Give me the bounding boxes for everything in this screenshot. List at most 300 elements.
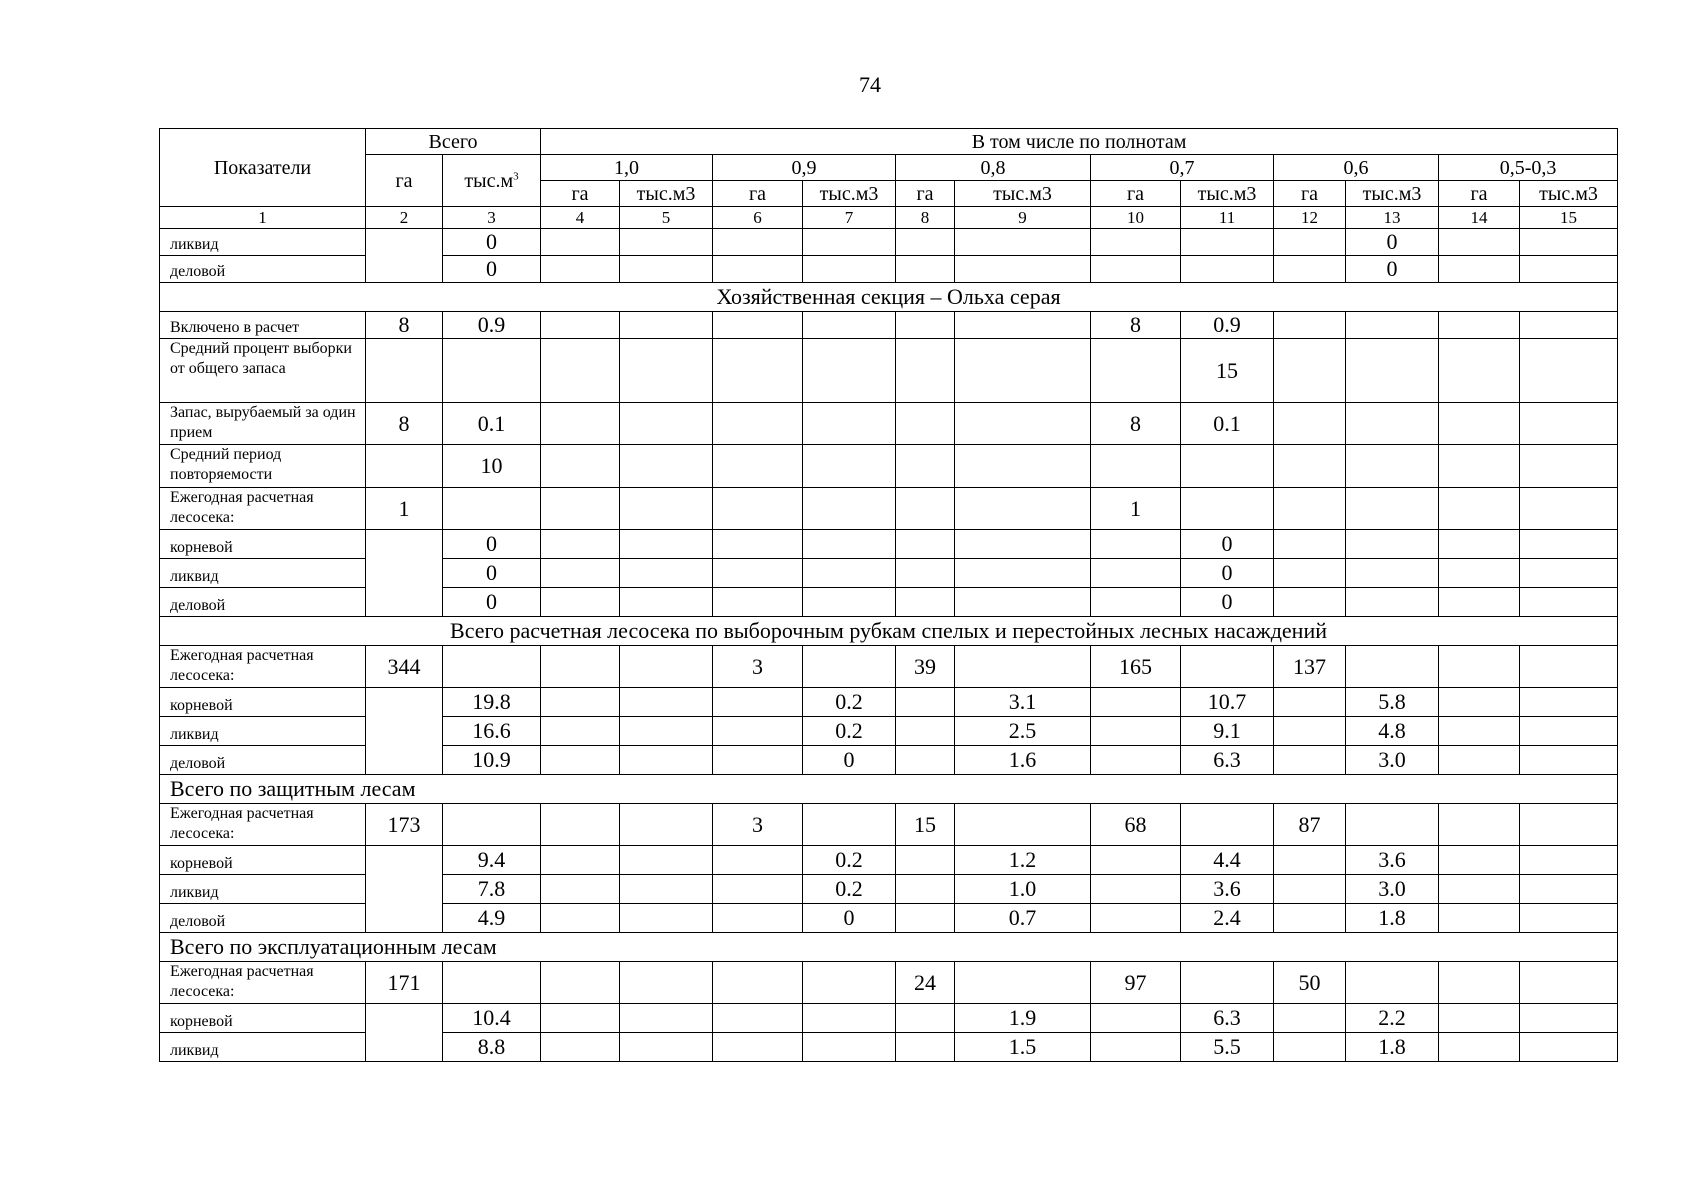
allowable-cut-table [159, 128, 1618, 1062]
cell-col-12 [1274, 256, 1346, 283]
cell-col-2: 171 [366, 962, 443, 1004]
cell-col-6 [713, 229, 803, 256]
cell-col-8 [896, 403, 955, 445]
volume-unit: тыс.м [464, 169, 514, 192]
cell-col-3: 10 [443, 445, 541, 488]
table-row [160, 488, 1618, 530]
cell-col-11: 10.7 [1181, 688, 1274, 717]
cell-col-5 [620, 846, 713, 875]
cell-col-10: 165 [1091, 646, 1181, 688]
cell-col-9 [955, 804, 1091, 846]
col-number: 14 [1439, 207, 1520, 229]
cell-col-6 [713, 488, 803, 530]
cell-col-6 [713, 256, 803, 283]
cell-col-8: 15 [896, 804, 955, 846]
row-label: деловой [160, 746, 366, 775]
cell-col-2 [366, 229, 443, 283]
cell-col-13 [1346, 488, 1439, 530]
header-ha: га [896, 181, 955, 207]
cell-col-7: 0.2 [803, 688, 896, 717]
cell-col-14 [1439, 804, 1520, 846]
cell-col-7: 0 [803, 746, 896, 775]
cell-col-6 [713, 403, 803, 445]
cell-col-13 [1346, 559, 1439, 588]
cell-col-3 [443, 962, 541, 1004]
volume-unit-sup: 3 [513, 169, 519, 182]
cell-col-12: 50 [1274, 962, 1346, 1004]
col-number: 5 [620, 207, 713, 229]
cell-col-4 [541, 256, 620, 283]
cell-col-6 [713, 530, 803, 559]
cell-col-6 [713, 846, 803, 875]
cell-col-10 [1091, 229, 1181, 256]
cell-col-3: 0 [443, 256, 541, 283]
cell-col-5 [620, 229, 713, 256]
table-row [160, 530, 1618, 559]
header-density-0-6: 0,6 [1274, 155, 1439, 181]
cell-col-11: 0 [1181, 588, 1274, 617]
cell-col-12 [1274, 746, 1346, 775]
table-row [160, 688, 1618, 717]
cell-col-6 [713, 688, 803, 717]
cell-col-15 [1520, 846, 1618, 875]
cell-col-4 [541, 488, 620, 530]
col-number: 15 [1520, 207, 1618, 229]
header-ha: га [713, 181, 803, 207]
cell-col-5 [620, 588, 713, 617]
cell-col-10: 1 [1091, 488, 1181, 530]
cell-col-15 [1520, 1033, 1618, 1062]
cell-col-3: 10.4 [443, 1004, 541, 1033]
section-row [160, 617, 1618, 646]
cell-col-7: 0.2 [803, 717, 896, 746]
cell-col-9 [955, 229, 1091, 256]
col-number: 2 [366, 207, 443, 229]
header-volume: тыс.м3 [955, 181, 1091, 207]
cell-col-10 [1091, 1033, 1181, 1062]
row-label: Средний период повторяемости [160, 445, 366, 488]
header-density-0-8: 0,8 [896, 155, 1091, 181]
cell-col-13: 1.8 [1346, 904, 1439, 933]
row-label: Включено в расчет [160, 312, 366, 339]
cell-col-4 [541, 339, 620, 403]
cell-col-8 [896, 846, 955, 875]
cell-col-5 [620, 530, 713, 559]
cell-col-4 [541, 312, 620, 339]
row-label: корневой [160, 1004, 366, 1033]
cell-col-9 [955, 256, 1091, 283]
cell-col-11 [1181, 445, 1274, 488]
table-row [160, 312, 1618, 339]
cell-col-6 [713, 588, 803, 617]
cell-col-3: 8.8 [443, 1033, 541, 1062]
cell-col-9: 1.6 [955, 746, 1091, 775]
cell-col-4 [541, 746, 620, 775]
cell-col-11 [1181, 229, 1274, 256]
cell-col-9 [955, 488, 1091, 530]
section-row [160, 283, 1618, 312]
cell-col-2: 173 [366, 804, 443, 846]
cell-col-11: 2.4 [1181, 904, 1274, 933]
cell-col-11 [1181, 646, 1274, 688]
cell-col-10 [1091, 559, 1181, 588]
cell-col-14 [1439, 588, 1520, 617]
cell-col-8 [896, 530, 955, 559]
table-row [160, 403, 1618, 445]
cell-col-7 [803, 256, 896, 283]
cell-col-4 [541, 403, 620, 445]
cell-col-8 [896, 746, 955, 775]
cell-col-8 [896, 229, 955, 256]
cell-col-13 [1346, 962, 1439, 1004]
cell-col-12: 87 [1274, 804, 1346, 846]
row-label: Ежегодная расчетная лесосека: [160, 646, 366, 688]
cell-col-5 [620, 403, 713, 445]
cell-col-5 [620, 256, 713, 283]
cell-col-8 [896, 488, 955, 530]
cell-col-8 [896, 688, 955, 717]
row-label: деловой [160, 256, 366, 283]
cell-col-14 [1439, 875, 1520, 904]
cell-col-9 [955, 445, 1091, 488]
cell-col-5 [620, 717, 713, 746]
cell-col-12 [1274, 846, 1346, 875]
cell-col-3: 0 [443, 559, 541, 588]
page-number: 74 [859, 72, 881, 97]
cell-col-13: 4.8 [1346, 717, 1439, 746]
cell-col-13: 3.0 [1346, 875, 1439, 904]
cell-col-7 [803, 312, 896, 339]
section-row [160, 933, 1618, 962]
cell-col-3: 4.9 [443, 904, 541, 933]
header-ha: га [1274, 181, 1346, 207]
cell-col-14 [1439, 646, 1520, 688]
cell-col-4 [541, 717, 620, 746]
cell-col-11: 0.1 [1181, 403, 1274, 445]
row-label: корневой [160, 530, 366, 559]
cell-col-15 [1520, 962, 1618, 1004]
cell-col-15 [1520, 445, 1618, 488]
cell-col-10 [1091, 688, 1181, 717]
header-total-volume [443, 155, 541, 207]
cell-col-7 [803, 488, 896, 530]
cell-col-3: 0.1 [443, 403, 541, 445]
cell-col-6 [713, 962, 803, 1004]
table-row [160, 646, 1618, 688]
cell-col-12 [1274, 488, 1346, 530]
cell-col-4 [541, 559, 620, 588]
cell-col-11: 0.9 [1181, 312, 1274, 339]
cell-col-9 [955, 530, 1091, 559]
cell-col-7 [803, 403, 896, 445]
cell-col-8: 39 [896, 646, 955, 688]
cell-col-10 [1091, 1004, 1181, 1033]
cell-col-10: 8 [1091, 403, 1181, 445]
cell-col-7 [803, 229, 896, 256]
cell-col-8 [896, 717, 955, 746]
cell-col-3: 0 [443, 530, 541, 559]
row-label: ликвид [160, 875, 366, 904]
cell-col-9: 3.1 [955, 688, 1091, 717]
cell-col-14 [1439, 746, 1520, 775]
cell-col-14 [1439, 312, 1520, 339]
cell-col-11: 6.3 [1181, 1004, 1274, 1033]
cell-col-10 [1091, 588, 1181, 617]
cell-col-8 [896, 1033, 955, 1062]
row-label: Ежегодная расчетная лесосека: [160, 488, 366, 530]
header-density-0-7: 0,7 [1091, 155, 1274, 181]
cell-col-13 [1346, 312, 1439, 339]
cell-col-9 [955, 962, 1091, 1004]
header-density-0-9: 0,9 [713, 155, 896, 181]
header-volume: тыс.м3 [620, 181, 713, 207]
cell-col-8 [896, 256, 955, 283]
row-label: Средний процент выборки от общего запаса [160, 339, 366, 403]
cell-col-2 [366, 688, 443, 775]
cell-col-12 [1274, 445, 1346, 488]
cell-col-14 [1439, 962, 1520, 1004]
cell-col-5 [620, 804, 713, 846]
cell-col-12 [1274, 229, 1346, 256]
cell-col-15 [1520, 588, 1618, 617]
cell-col-13 [1346, 646, 1439, 688]
cell-col-4 [541, 646, 620, 688]
cell-col-7 [803, 1004, 896, 1033]
cell-col-12 [1274, 559, 1346, 588]
cell-col-5 [620, 746, 713, 775]
cell-col-8 [896, 339, 955, 403]
cell-col-10: 97 [1091, 962, 1181, 1004]
cell-col-8 [896, 904, 955, 933]
cell-col-15 [1520, 312, 1618, 339]
section-title: Хозяйственная секция – Ольха серая [160, 283, 1618, 312]
row-label: Запас, вырубаемый за один прием [160, 403, 366, 445]
section-title: Всего по защитным лесам [160, 775, 1618, 804]
cell-col-3 [443, 646, 541, 688]
cell-col-15 [1520, 256, 1618, 283]
cell-col-9: 0.7 [955, 904, 1091, 933]
cell-col-14 [1439, 1033, 1520, 1062]
cell-col-11: 15 [1181, 339, 1274, 403]
col-number: 7 [803, 207, 896, 229]
header-ha: га [541, 181, 620, 207]
cell-col-8 [896, 875, 955, 904]
cell-col-7 [803, 1033, 896, 1062]
cell-col-15 [1520, 717, 1618, 746]
header-density-1-0: 1,0 [541, 155, 713, 181]
cell-col-2 [366, 530, 443, 617]
cell-col-6: 3 [713, 804, 803, 846]
cell-col-10 [1091, 256, 1181, 283]
cell-col-2 [366, 846, 443, 933]
header-incl-by-density: В том числе по полнотам [541, 129, 1618, 155]
cell-col-5 [620, 688, 713, 717]
cell-col-9: 1.9 [955, 1004, 1091, 1033]
section-title: Всего расчетная лесосека по выборочным рубкам спелых и перестойных лесных насаждений [160, 617, 1618, 646]
cell-col-14 [1439, 229, 1520, 256]
cell-col-15 [1520, 229, 1618, 256]
cell-col-12 [1274, 875, 1346, 904]
cell-col-14 [1439, 1004, 1520, 1033]
cell-col-14 [1439, 530, 1520, 559]
cell-col-6 [713, 875, 803, 904]
row-label: корневой [160, 846, 366, 875]
cell-col-14 [1439, 846, 1520, 875]
cell-col-12 [1274, 312, 1346, 339]
cell-col-3 [443, 804, 541, 846]
col-number: 3 [443, 207, 541, 229]
cell-col-14 [1439, 256, 1520, 283]
cell-col-4 [541, 445, 620, 488]
cell-col-7 [803, 804, 896, 846]
table-row [160, 962, 1618, 1004]
cell-col-13 [1346, 339, 1439, 403]
header-total-ha: га [366, 155, 443, 207]
row-label: ликвид [160, 1033, 366, 1062]
cell-col-9 [955, 312, 1091, 339]
cell-col-9 [955, 588, 1091, 617]
cell-col-4 [541, 1033, 620, 1062]
cell-col-12 [1274, 1004, 1346, 1033]
cell-col-6 [713, 445, 803, 488]
header-ha: га [1091, 181, 1181, 207]
col-number: 6 [713, 207, 803, 229]
cell-col-14 [1439, 559, 1520, 588]
cell-col-3: 7.8 [443, 875, 541, 904]
cell-col-10: 8 [1091, 312, 1181, 339]
cell-col-15 [1520, 904, 1618, 933]
cell-col-12 [1274, 688, 1346, 717]
cell-col-2: 1 [366, 488, 443, 530]
cell-col-4 [541, 875, 620, 904]
cell-col-11: 0 [1181, 559, 1274, 588]
col-number: 1 [160, 207, 366, 229]
cell-col-6 [713, 559, 803, 588]
cell-col-13: 5.8 [1346, 688, 1439, 717]
section-row [160, 775, 1618, 804]
header-total: Всего [366, 129, 541, 155]
cell-col-15 [1520, 804, 1618, 846]
cell-col-11 [1181, 488, 1274, 530]
cell-col-13: 2.2 [1346, 1004, 1439, 1033]
col-number: 8 [896, 207, 955, 229]
cell-col-7 [803, 339, 896, 403]
cell-col-11 [1181, 256, 1274, 283]
cell-col-3: 19.8 [443, 688, 541, 717]
cell-col-6 [713, 1033, 803, 1062]
cell-col-8 [896, 312, 955, 339]
row-label: деловой [160, 904, 366, 933]
cell-col-15 [1520, 746, 1618, 775]
cell-col-13 [1346, 530, 1439, 559]
cell-col-10 [1091, 717, 1181, 746]
cell-col-9: 1.2 [955, 846, 1091, 875]
row-label: ликвид [160, 229, 366, 256]
row-label: ликвид [160, 717, 366, 746]
cell-col-13 [1346, 804, 1439, 846]
cell-col-14 [1439, 488, 1520, 530]
cell-col-6: 3 [713, 646, 803, 688]
cell-col-4 [541, 530, 620, 559]
cell-col-5 [620, 445, 713, 488]
cell-col-15 [1520, 339, 1618, 403]
cell-col-13 [1346, 588, 1439, 617]
cell-col-13: 0 [1346, 256, 1439, 283]
col-number: 12 [1274, 207, 1346, 229]
cell-col-14 [1439, 688, 1520, 717]
cell-col-5 [620, 488, 713, 530]
cell-col-11: 3.6 [1181, 875, 1274, 904]
cell-col-11: 5.5 [1181, 1033, 1274, 1062]
cell-col-6 [713, 717, 803, 746]
cell-col-7 [803, 646, 896, 688]
cell-col-7 [803, 445, 896, 488]
cell-col-14 [1439, 904, 1520, 933]
cell-col-7 [803, 962, 896, 1004]
cell-col-4 [541, 846, 620, 875]
row-label: деловой [160, 588, 366, 617]
row-label: ликвид [160, 559, 366, 588]
cell-col-2: 344 [366, 646, 443, 688]
cell-col-10 [1091, 339, 1181, 403]
cell-col-11 [1181, 804, 1274, 846]
cell-col-8 [896, 559, 955, 588]
cell-col-15 [1520, 403, 1618, 445]
cell-col-3: 10.9 [443, 746, 541, 775]
header-volume: тыс.м3 [803, 181, 896, 207]
cell-col-4 [541, 1004, 620, 1033]
cell-col-15 [1520, 646, 1618, 688]
table-row [160, 1004, 1618, 1033]
col-number: 10 [1091, 207, 1181, 229]
table-row [160, 846, 1618, 875]
cell-col-7 [803, 530, 896, 559]
cell-col-6 [713, 1004, 803, 1033]
cell-col-2: 8 [366, 312, 443, 339]
cell-col-4 [541, 804, 620, 846]
cell-col-13: 0 [1346, 229, 1439, 256]
cell-col-8 [896, 445, 955, 488]
cell-col-9: 2.5 [955, 717, 1091, 746]
cell-col-10 [1091, 846, 1181, 875]
col-number: 9 [955, 207, 1091, 229]
cell-col-11: 0 [1181, 530, 1274, 559]
cell-col-8: 24 [896, 962, 955, 1004]
cell-col-5 [620, 904, 713, 933]
cell-col-3: 0 [443, 588, 541, 617]
cell-col-5 [620, 1004, 713, 1033]
cell-col-12 [1274, 403, 1346, 445]
cell-col-4 [541, 962, 620, 1004]
cell-col-3: 16.6 [443, 717, 541, 746]
table-row [160, 804, 1618, 846]
cell-col-8 [896, 588, 955, 617]
cell-col-12 [1274, 717, 1346, 746]
cell-col-11: 6.3 [1181, 746, 1274, 775]
cell-col-11 [1181, 962, 1274, 1004]
col-number: 11 [1181, 207, 1274, 229]
cell-col-15 [1520, 530, 1618, 559]
cell-col-10 [1091, 875, 1181, 904]
cell-col-3 [443, 488, 541, 530]
cell-col-15 [1520, 688, 1618, 717]
cell-col-6 [713, 746, 803, 775]
cell-col-2 [366, 339, 443, 403]
cell-col-13: 3.6 [1346, 846, 1439, 875]
cell-col-9 [955, 646, 1091, 688]
cell-col-14 [1439, 717, 1520, 746]
cell-col-7: 0 [803, 904, 896, 933]
